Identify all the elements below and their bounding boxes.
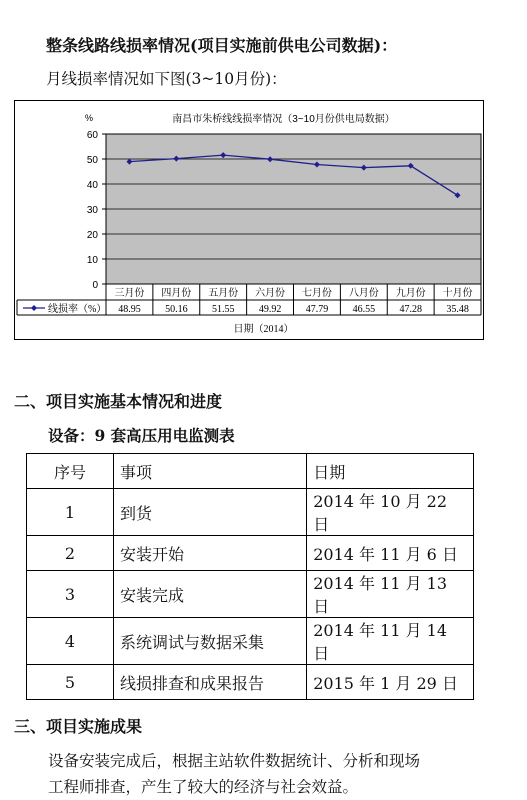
y-tick-label: 50: [86, 155, 98, 166]
schedule-table: [26, 453, 474, 700]
x-category-label: 五月份: [208, 288, 239, 299]
table-cell: 线损排查和成果报告: [113, 665, 306, 700]
table-cell: 5: [27, 665, 114, 700]
equipment-text: 设备：9 套高压用电监测表: [48, 426, 235, 445]
line-loss-chart: [14, 100, 484, 340]
x-category-label: 八月份: [348, 288, 379, 299]
table-row: [27, 618, 474, 665]
table-header-cell: 序号: [27, 454, 114, 489]
y-unit-label: %: [85, 113, 94, 123]
table-cell: 4: [27, 618, 114, 665]
y-tick-label: 10: [86, 255, 98, 266]
table-header-cell: 事项: [113, 454, 306, 489]
x-category-label: 七月份: [301, 288, 332, 299]
y-tick-label: 40: [86, 180, 98, 191]
equipment-line: [48, 424, 235, 446]
chart-svg: [15, 101, 483, 339]
table-row: [27, 571, 474, 618]
x-category-label: 四月份: [161, 288, 192, 299]
table-row: [27, 536, 474, 571]
table-cell: 到货: [113, 489, 306, 536]
data-value-label: 47.28: [399, 304, 422, 315]
chart-intro-subheading: 月线损率情况如下图(3~10月份)：: [46, 70, 287, 88]
section3-heading: 三、项目实施成果: [14, 717, 143, 736]
y-tick-label: 30: [86, 205, 98, 216]
data-value-label: 49.92: [258, 304, 282, 315]
chart-title: 南昌市朱桥线线损率情况（3~10月份供电局数据）: [172, 114, 395, 125]
data-value-label: 48.95: [118, 304, 141, 315]
table-cell: 2014 年 11 月 6 日: [307, 536, 474, 571]
y-tick-label: 20: [86, 230, 98, 241]
table-cell: 系统调试与数据采集: [113, 618, 306, 665]
x-category-label: 九月份: [395, 288, 426, 299]
table-row: [27, 489, 474, 536]
legend-marker-icon: [31, 305, 37, 311]
x-category-label: 三月份: [114, 288, 145, 299]
data-value-label: 50.16: [165, 304, 188, 315]
table-cell: 安装开始: [113, 536, 306, 571]
x-axis-label: 日期（2014）: [233, 324, 294, 335]
table-cell: 2014 年 10 月 22 日: [307, 489, 474, 536]
x-category-label: 十月份: [442, 288, 473, 299]
legend-series-name: 线损率（%）: [48, 304, 107, 315]
section2-heading: 二、项目实施基本情况和进度: [14, 392, 223, 411]
x-category-label: 六月份: [255, 288, 286, 299]
table-cell: 2: [27, 536, 114, 571]
table-cell: 1: [27, 489, 114, 536]
chart-intro-heading: 整条线路线损率情况(项目实施前供电公司数据)：: [46, 36, 398, 55]
table-cell: 3: [27, 571, 114, 618]
table-header-row: [27, 454, 474, 489]
y-tick-label: 0: [92, 280, 98, 291]
table-cell: 2015 年 1 月 29 日: [307, 665, 474, 700]
table-cell: 2014 年 11 月 14 日: [307, 618, 474, 665]
section3-para-line1: 设备安装完成后，根据主站软件数据统计、分析和现场: [48, 752, 421, 770]
section3-para-line2: 工程师排查，产生了较大的经济与社会效益。: [48, 778, 359, 796]
y-tick-label: 60: [86, 130, 98, 141]
data-value-label: 46.55: [352, 304, 376, 315]
table-cell: 2014 年 11 月 13 日: [307, 571, 474, 618]
data-value-label: 35.48: [446, 304, 469, 315]
data-value-label: 47.79: [305, 304, 329, 315]
table-row: [27, 665, 474, 700]
data-value-label: 51.55: [211, 304, 235, 315]
table-header-cell: 日期: [307, 454, 474, 489]
table-cell: 安装完成: [113, 571, 306, 618]
